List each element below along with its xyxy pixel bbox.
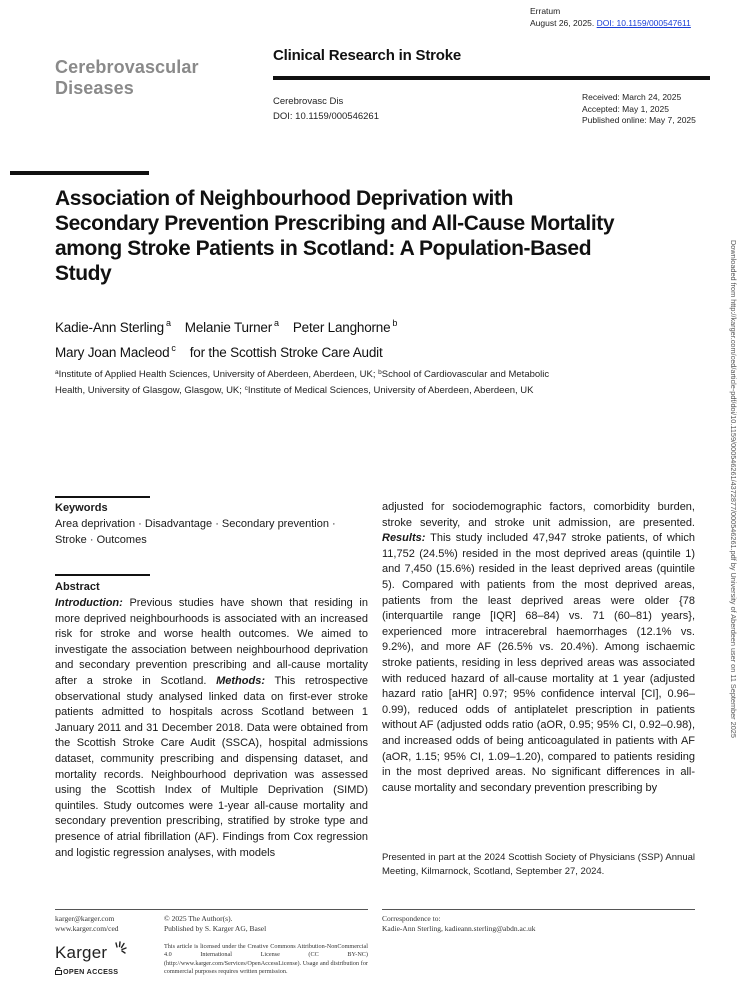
article-doi: DOI: 10.1159/000546261 — [273, 111, 379, 122]
author-list — [55, 313, 615, 363]
methods-label: Methods: — [216, 674, 265, 687]
download-watermark — [726, 240, 738, 820]
journal-name-line2: Diseases — [55, 78, 134, 98]
abstract-rule — [55, 574, 150, 576]
footer-rule-right — [382, 909, 695, 910]
keywords-rule — [55, 496, 150, 498]
copyright-block — [164, 914, 266, 934]
footer-rule-left — [55, 909, 368, 910]
journal-name — [55, 57, 199, 99]
section-rule — [273, 76, 710, 80]
adjusted-text: adjusted for sociodemographic factors, comorbidity burden, stroke severity, and stroke unit admission, are presented. — [382, 501, 695, 529]
abstract-column-left — [55, 596, 368, 861]
author: Kadie-Ann Sterling $^a$ — [55, 318, 171, 335]
published-date: Published online: May 7, 2025 — [582, 115, 696, 125]
author: Mary Joan Macleod $^c$ — [55, 343, 176, 360]
publisher-email[interactable]: karger@karger.com — [55, 914, 115, 923]
karger-burst-icon — [112, 941, 128, 957]
presented-note: Presented in part at the 2024 Scottish Society of Physicians (SSP) Annual Meeting, Kilmarnock, Scotland, September 27, 2024. — [382, 852, 695, 877]
journal-abbrev: Cerebrovasc Dis — [273, 96, 344, 107]
article-title: Association of Neighbourhood Deprivation with Secondary Prevention Prescribing and All-Cause Mortality among Stroke Patients in Scotland: A Population-Based Study — [55, 187, 615, 285]
publisher-contact — [55, 914, 119, 934]
erratum-doi-link[interactable]: DOI: 10.1159/000547611 — [596, 18, 691, 28]
received-date: Received: March 24, 2025 — [582, 92, 682, 102]
affiliations: $^a$Institute of Applied Health Sciences, University of Aberdeen, Aberdeen, UK; $^b$School of Cardiovascular and Metabolic Health, University of Glasgow, Glasgow, UK; $^c$Institute of Medical Sciences, University of Aberdeen, Aberdeen, UK — [55, 369, 550, 396]
karger-logo-text: Karger — [55, 943, 108, 962]
abstract-heading: Abstract — [55, 581, 100, 593]
article-dates — [582, 92, 696, 127]
keywords-heading: Keywords — [55, 502, 108, 514]
accepted-date: Accepted: May 1, 2025 — [582, 103, 669, 114]
karger-logo — [55, 943, 107, 963]
journal-meta — [273, 94, 379, 124]
correspondence — [382, 914, 536, 934]
abstract-column-right — [382, 500, 695, 796]
download-watermark-text: Downloaded from http://karger.com/ced/article-pdf/doi/10.1159/000546261/4372877/000546261.pdf by University of Aberdeen user on 11 September 2025 — [729, 240, 738, 738]
author: Peter Langhorne $^b$ — [292, 318, 398, 335]
keywords-list: Area deprivation · Disadvantage · Secondary prevention · Stroke · Outcomes — [55, 518, 336, 546]
correspondence-contact: Kadie-Ann Sterling, kadieann.sterling@abdn.ac.uk — [382, 924, 536, 933]
intro-text: Previous studies have shown that residing in more deprived neighbourhoods is associated with an increased risk for stroke and worse health outcomes. We aimed to investigate the association between neighbourhood deprivation and secondary prevention prescribing and all-cause mortality after a stroke in Scotland. — [55, 597, 368, 687]
erratum-notice — [530, 5, 691, 29]
author-group: for the Scottish Stroke Care Audit — [189, 345, 383, 360]
results-label: Results: — [382, 532, 426, 545]
publisher: Published by S. Karger AG, Basel — [164, 924, 267, 933]
journal-name-line1: Cerebrovascular — [55, 57, 199, 77]
intro-label: Introduction: — [55, 597, 123, 609]
results-text: This study included 47,947 stroke patients, of which 11,752 (24.5%) resided in the most deprived areas (quintile 1) and 7,450 (15.6%) resided in the least deprived areas (quintile 5). Compared with patients from the most deprived areas, patients from the least deprived areas were older {78 (interquartile range [IQR] 68–84) vs. 71 (60–81) years}, experienced more intracerebral haemorrhages (12.1% vs. 9.2%), and more AF (26.5% vs. 20.4%). Among ischaemic stroke patients, residing in less deprived areas was associated with reduced hazard of all-cause mortality at 1 year (adjusted hazard ratio [aHR] 0.97; 95% confidence interval [CI], 0.96–0.99), reduced odds of antiplatelet prescription in patients without AF (adjusted odds ratio (aOR, 0.95; 95% CI, 0.92–0.98), and increased odds of being anticoagulated in patients with AF (aOR, 1.15; 95% CI, 1.09–1.20), compared to patients residing in the most deprived areas. No significant differences in all-cause mortality and secondary prevention prescribing by — [382, 532, 695, 794]
title-rule — [10, 171, 149, 175]
author: Melanie Turner $^a$ — [184, 318, 279, 335]
open-access-badge: OPEN ACCESS — [55, 967, 118, 976]
open-lock-icon — [55, 967, 62, 975]
section-label: Clinical Research in Stroke — [273, 47, 462, 64]
erratum-date: August 26, 2025. — [530, 18, 595, 28]
copyright: © 2025 The Author(s). — [164, 914, 233, 923]
publisher-website[interactable]: www.karger.com/ced — [55, 924, 119, 933]
methods-text: This retrospective observational study analysed linked data on first-ever stroke patients admitted to hospitals across Scotland between 1 January 2011 and 31 December 2018. Data were obtained from the Scottish Stroke Care Audit (SSCA), hospital admissions dataset, community prescribing and dispensing dataset, and mortality records. Neighbourhood deprivation was assessed using the Scottish Index of Multiple Deprivation (SIMD) quintiles. Study outcomes were 1-year all-cause mortality and secondary prevention prescribing, stratified by stroke type and presence of atrial fibrillation (AF). Findings from Cox regression and logistic regression analyses, with models — [55, 674, 368, 859]
erratum-label: Erratum — [530, 6, 561, 16]
correspondence-label: Correspondence to: — [382, 914, 441, 923]
license-text: This article is licensed under the Creative Commons Attribution-NonCommercial 4.0 International License (CC BY-NC) (http://www.karger.com/Services/OpenAccessLicense). Usage and distribution for commercial purposes requires written permission. — [164, 943, 368, 976]
